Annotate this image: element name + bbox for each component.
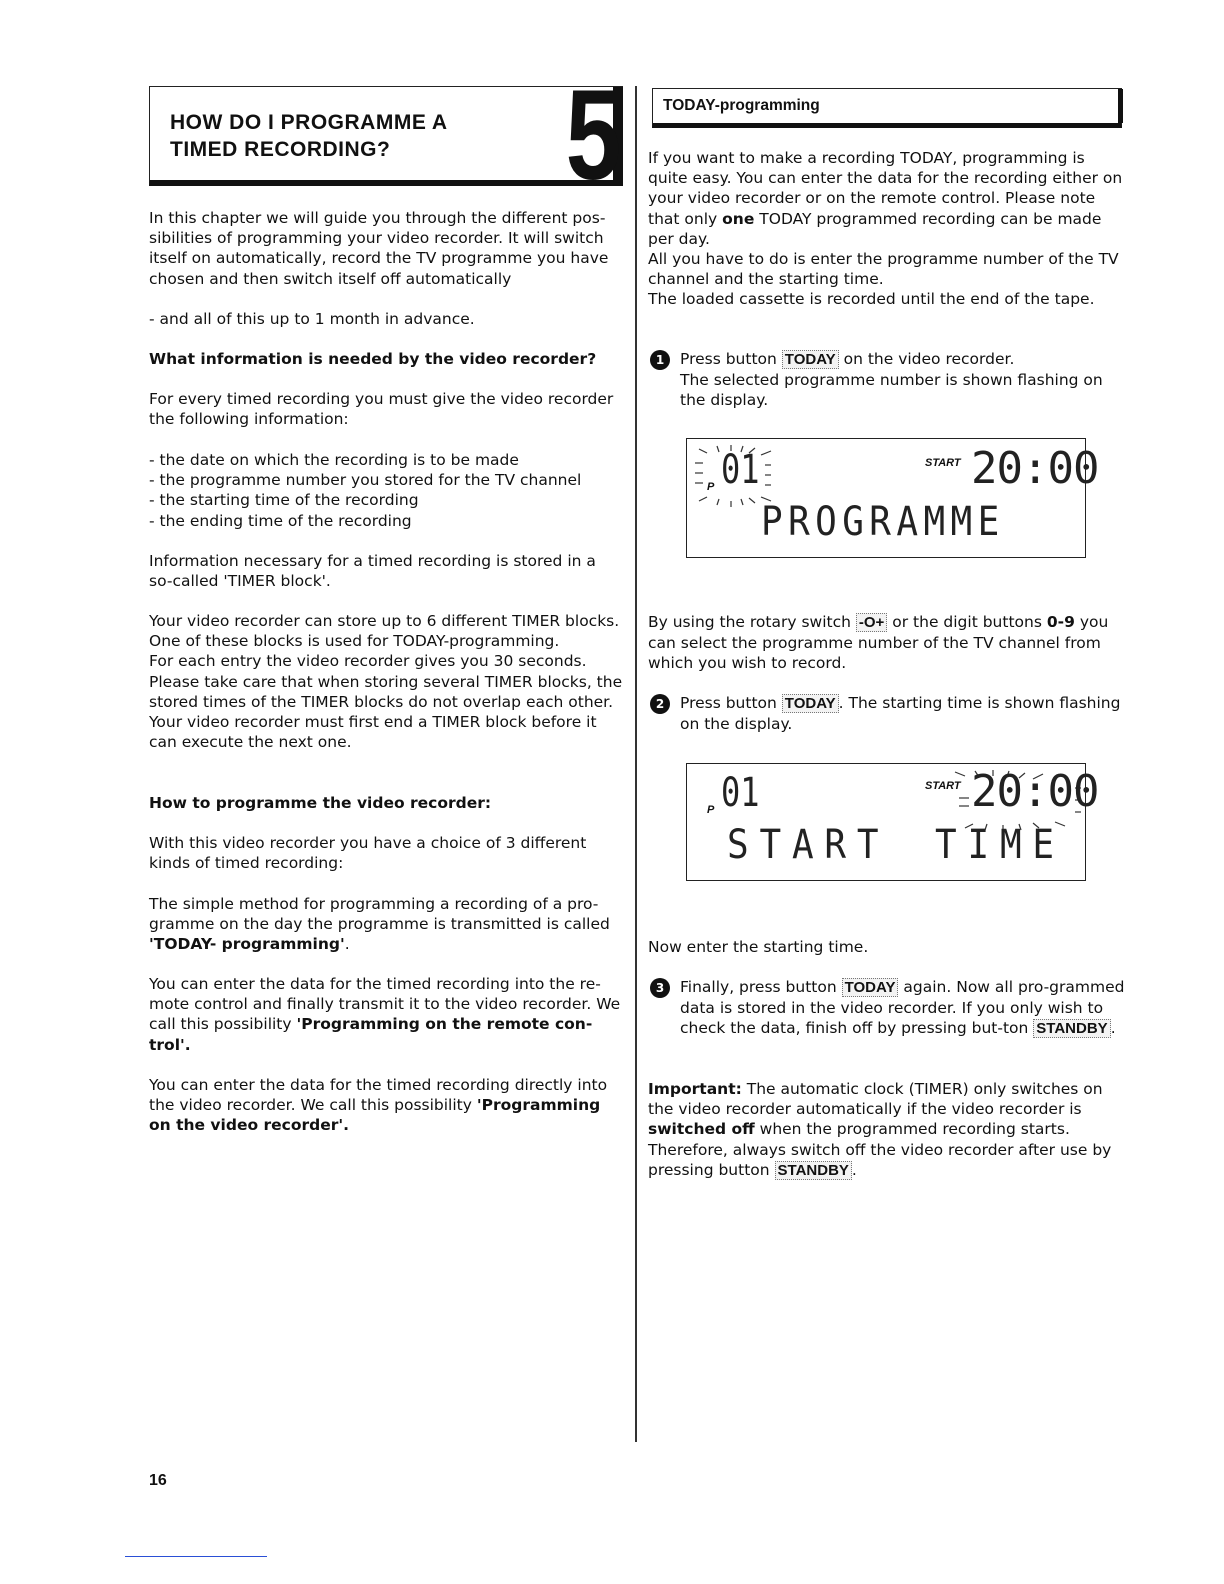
chapter-title: HOW DO I PROGRAMME A TIMED RECORDING? [170,111,448,161]
standby-button: STANDBY [775,1161,852,1180]
step-3-text: Finally, press button TODAY again. Now all pro-grammed data is stored in the video recorder. If you only wish to check the data, finish off by pressing but-ton STANDBY . [680,978,1125,1038]
lcd-display-programme [686,438,1099,558]
start-label: START [925,780,961,792]
step-number-badge: 1 [650,350,670,370]
p-label: P [707,481,715,493]
section-title: TODAY-programming [663,97,820,114]
intro-paragraph: In this chapter we will guide you through the different pos-sibilities of programming your video recorder. It will switch itself on automatically, record the TV programme you have chosen and then switch itself off automatically [149,209,609,288]
timer-block-paragraph: Information necessary for a timed recording is stored in a so-called 'TIMER block'. [149,552,596,591]
list-item: - the ending time of the recording [149,511,412,530]
list-item: - the date on which the recording is to be made [149,451,519,469]
advance-note: - and all of this up to 1 month in advance. [149,310,475,328]
lcd-time: 20:00 [971,766,1099,817]
lcd-word-time: TIME [935,822,1065,868]
today-button: TODAY [782,694,839,713]
today-paragraph: The simple method for programming a recording of a pro-gramme on the day the programme is transmitted is called 'TODAY- programming'. [149,895,610,954]
chapter-header [149,64,623,207]
programme-heading: How to programme the video recorder: [149,794,492,812]
left-column [149,64,623,1135]
lcd-word: PROGRAMME [761,499,1005,545]
today-button: TODAY [782,350,839,369]
step-number-badge: 3 [650,978,670,998]
chapter-number: 5 [565,64,621,207]
step-1-text: Press button TODAY on the video recorder. The selected programme number is shown flashing on the display. [680,350,1103,410]
choice-paragraph: With this video recorder you have a choice of 3 different kinds of timed recording: [149,834,587,873]
direct-paragraph: You can enter the data for the timed recording directly into the video recorder. We call this possibility 'Programming on the video recorder'. [149,1076,608,1135]
lcd-word-start: START [727,822,890,868]
p-label: P [707,804,715,816]
page-number: 16 [149,1472,167,1489]
section-header [652,88,1122,128]
column-divider [635,86,637,1442]
footer-rule [125,1556,267,1557]
rotary-paragraph: By using the rotary switch -O+ or the digit buttons 0-9 you can select the programme number of the TV channel from which you wish to record. [648,613,1109,673]
storage-paragraph: Your video recorder can store up to 6 different TIMER blocks. One of these blocks is used for TODAY-programming. For each entry the video recorder gives you 30 seconds. Please take care that when storing several TIMER blocks, the stored times of the TIMER blocks do not overlap each other. Your video recorder must first end a TIMER block before it can execute the next one. [149,612,623,752]
step-number-badge: 2 [650,694,670,714]
info-intro: For every timed recording you must give the video recorder the following information: [149,390,614,429]
list-item: - the programme number you stored for the TV channel [149,471,582,490]
list-item: - the starting time of the recording [149,491,419,510]
start-label: START [925,457,961,469]
rotary-switch-key: -O+ [856,613,887,632]
info-heading: What information is needed by the video recorder? [149,350,597,368]
lcd-programme-number: 01 [721,770,760,816]
info-list [149,450,623,531]
standby-button: STANDBY [1033,1019,1110,1038]
step-2-text: Press button TODAY . The starting time is shown flashing on the display. [680,694,1121,734]
remote-paragraph: You can enter the data for the timed recording into the re-mote control and finally transmit it to the video recorder. We call this possibility 'Programming on the remote con-trol'. [149,975,621,1054]
important-note: Important: The automatic clock (TIMER) only switches on the video recorder automatically if the video recorder is switched off when the programmed recording starts. Therefore, always switch off the video recorder after use by pressing button STANDBY . [648,1080,1112,1179]
today-button: TODAY [842,978,899,997]
lcd-display-start-time [686,763,1099,881]
lcd-time: 20:00 [971,443,1099,494]
lcd-programme-number: 01 [721,447,760,493]
enter-time-text: Now enter the starting time. [648,938,869,956]
today-intro: If you want to make a recording TODAY, programming is quite easy. You can enter the data for the recording either on your video recorder or on the remote control. Please note that only one TODAY programmed recording can be made per day. All you have to do is enter the programme number of the TV channel and the starting time. The loaded cassette is recorded until the end of the tape. [648,149,1123,309]
